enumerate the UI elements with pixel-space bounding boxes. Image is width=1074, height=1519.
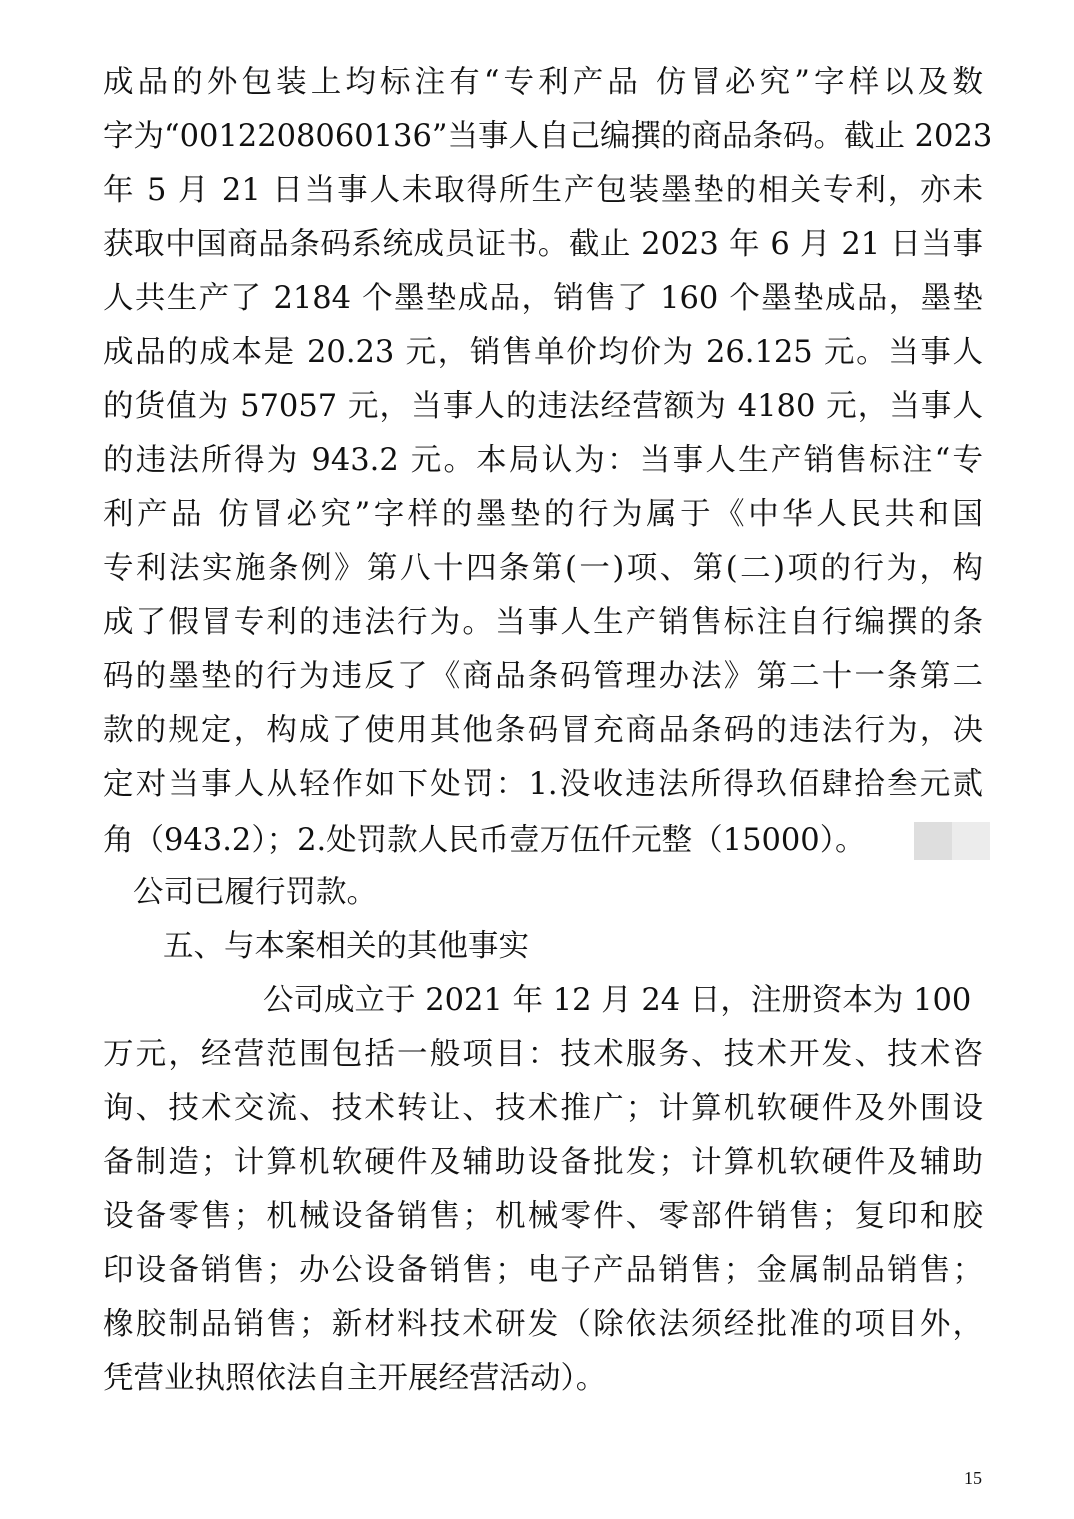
paragraph-line: 角（943.2）；2.处罚款人民币壹万伍仟元整（15000）。 bbox=[103, 823, 866, 858]
paragraph-line: 万元，经营范围包括一般项目：技术服务、技术开发、技术咨 bbox=[103, 1037, 983, 1072]
paragraph-line: 公司已履行罚款。 bbox=[133, 875, 377, 910]
paragraph-line: 码的墨垫的行为违反了《商品条码管理办法》第二十一条第二 bbox=[103, 659, 983, 694]
paragraph-line: 成品的成本是 20.23 元，销售单价均价为 26.125 元。当事人 bbox=[103, 335, 983, 370]
paragraph-line: 成品的外包装上均标注有“专利产品 仿冒必究”字样以及数 bbox=[103, 65, 983, 100]
section-heading: 五、与本案相关的其他事实 bbox=[163, 929, 529, 964]
paragraph-line: 的货值为 57057 元，当事人的违法经营额为 4180 元，当事人 bbox=[103, 389, 983, 424]
paragraph-line: 款的规定，构成了使用其他条码冒充商品条码的违法行为，决 bbox=[103, 713, 983, 748]
paragraph-line: 设备零售；机械设备销售；机械零件、零部件销售；复印和胶 bbox=[103, 1199, 983, 1234]
paragraph-line: 利产品 仿冒必究”字样的墨垫的行为属于《中华人民共和国 bbox=[103, 497, 983, 532]
paragraph-line: 专利法实施条例》第八十四条第(一)项、第(二)项的行为，构 bbox=[103, 551, 983, 586]
paragraph-line: 人共生产了 2184 个墨垫成品，销售了 160 个墨垫成品，墨垫 bbox=[103, 281, 983, 316]
redaction-segment bbox=[914, 822, 952, 860]
paragraph-line: 获取中国商品条码系统成员证书。截止 2023 年 6 月 21 日当事 bbox=[103, 227, 983, 262]
paragraph-line: 备制造；计算机软硬件及辅助设备批发；计算机软硬件及辅助 bbox=[103, 1145, 983, 1180]
paragraph-line: 印设备销售；办公设备销售；电子产品销售；金属制品销售； bbox=[103, 1253, 983, 1288]
paragraph-line: 定对当事人从轻作如下处罚：1.没收违法所得玖佰肆拾叁元贰 bbox=[103, 767, 983, 802]
redaction-block bbox=[914, 822, 990, 860]
redaction-segment bbox=[952, 822, 990, 860]
paragraph-line: 询、技术交流、技术转让、技术推广；计算机软硬件及外围设 bbox=[103, 1091, 983, 1126]
paragraph-line: 年 5 月 21 日当事人未取得所生产包装墨垫的相关专利，亦未 bbox=[103, 173, 983, 208]
paragraph-line: 的违法所得为 943.2 元。本局认为：当事人生产销售标注“专 bbox=[103, 443, 983, 478]
paragraph-line: 公司成立于 2021 年 12 月 24 日，注册资本为 100 bbox=[263, 983, 972, 1018]
paragraph-line: 成了假冒专利的违法行为。当事人生产销售标注自行编撰的条 bbox=[103, 605, 983, 640]
page-number: 15 bbox=[964, 1468, 982, 1488]
paragraph-line: 橡胶制品销售；新材料技术研发（除依法须经批准的项目外， bbox=[103, 1307, 983, 1342]
paragraph-line: 凭营业执照依法自主开展经营活动）。 bbox=[103, 1361, 607, 1396]
paragraph-line: 字为“0012208060136”当事人自己编撰的商品条码。截止 2023 bbox=[103, 119, 993, 154]
